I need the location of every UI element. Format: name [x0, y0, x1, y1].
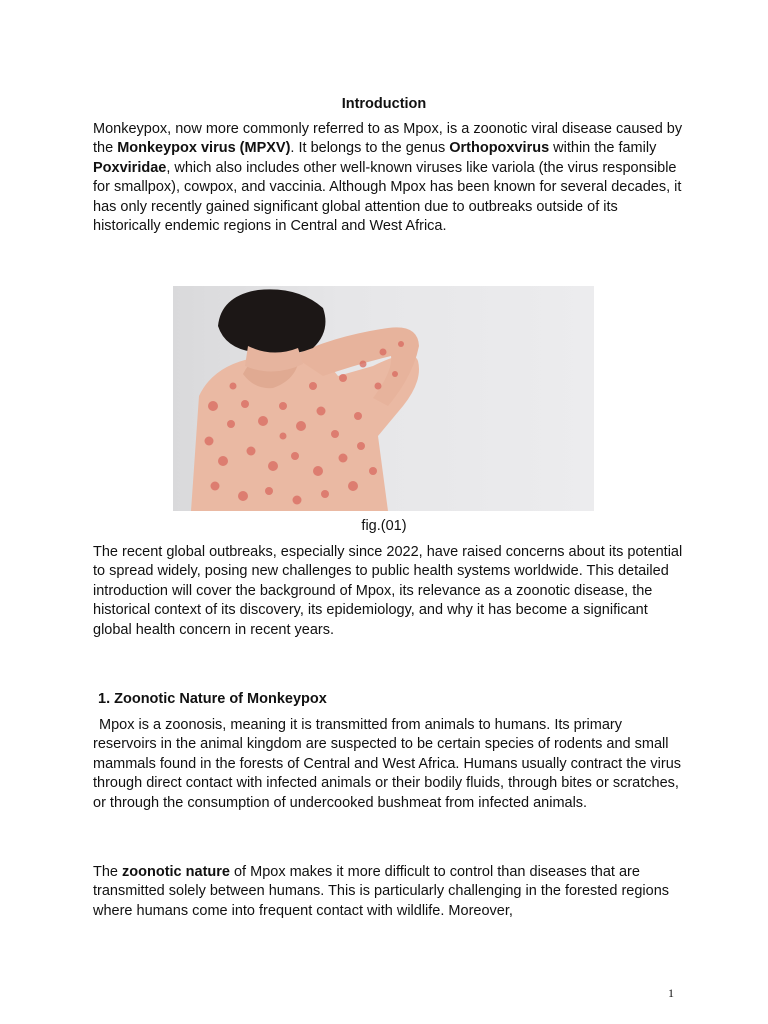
section-paragraph-2: The zoonotic nature of Mpox makes it more difficult to control than diseases that are transmitted solely between humans. This is particularly challenging in the forested regions where humans come into frequent contact with wildlife. Moreover, — [93, 864, 670, 919]
intro-paragraph: Monkeypox, now more commonly referred to as Mpox, is a zoonotic viral disease caused by the Monkeypox virus (MPXV). It belongs to the genus Orthopoxvirus within the family Poxviridae, which also includes other well-known viruses like variola (the virus responsible for smallpox), cowpox, and vaccinia. Although Mpox has been known for several decades, it has only recently gained significant global attention due to outbreaks outside of its historically endemic regions in Central and West Africa. — [93, 121, 683, 235]
body-paragraph: The recent global outbreaks, especially since 2022, have raised concerns about its potential to spread widely, posing new challenges to public health systems worldwide. This detailed introduction will cover the background of Mpox, its relevance as a zoonotic disease, the historical context of its discovery, its epidemiology, and why it has become a significant global health concern in recent years. — [93, 544, 683, 638]
rash-illustration — [173, 286, 594, 511]
page-number: 1 — [668, 986, 674, 1000]
section-paragraph: Mpox is a zoonosis, meaning it is transmitted from animals to humans. Its primary reservoirs in the animal kingdom are suspected to be certain species of rodents and small mammals found in the forests of Central and West Africa. Humans usually contract the virus through direct contact with infected animals or their bodily fluids, through bites or scratches, or through the consumption of undercooked bushmeat from infected animals. — [93, 717, 682, 811]
bold-term-poxviridae: Poxviridae — [93, 159, 167, 176]
page-title: Introduction — [341, 96, 427, 112]
bold-term-orthopoxvirus: Orthopoxvirus — [449, 140, 550, 157]
section-heading: 1. Zoonotic Nature of Monkeypox — [98, 691, 327, 707]
figure-caption: fig.(01) — [361, 518, 407, 534]
bold-term-mpxv: Monkeypox virus (MPXV) — [117, 140, 291, 157]
figure-photo-rash-back — [173, 286, 594, 511]
bold-term-zoonotic-nature: zoonotic nature — [122, 864, 230, 880]
